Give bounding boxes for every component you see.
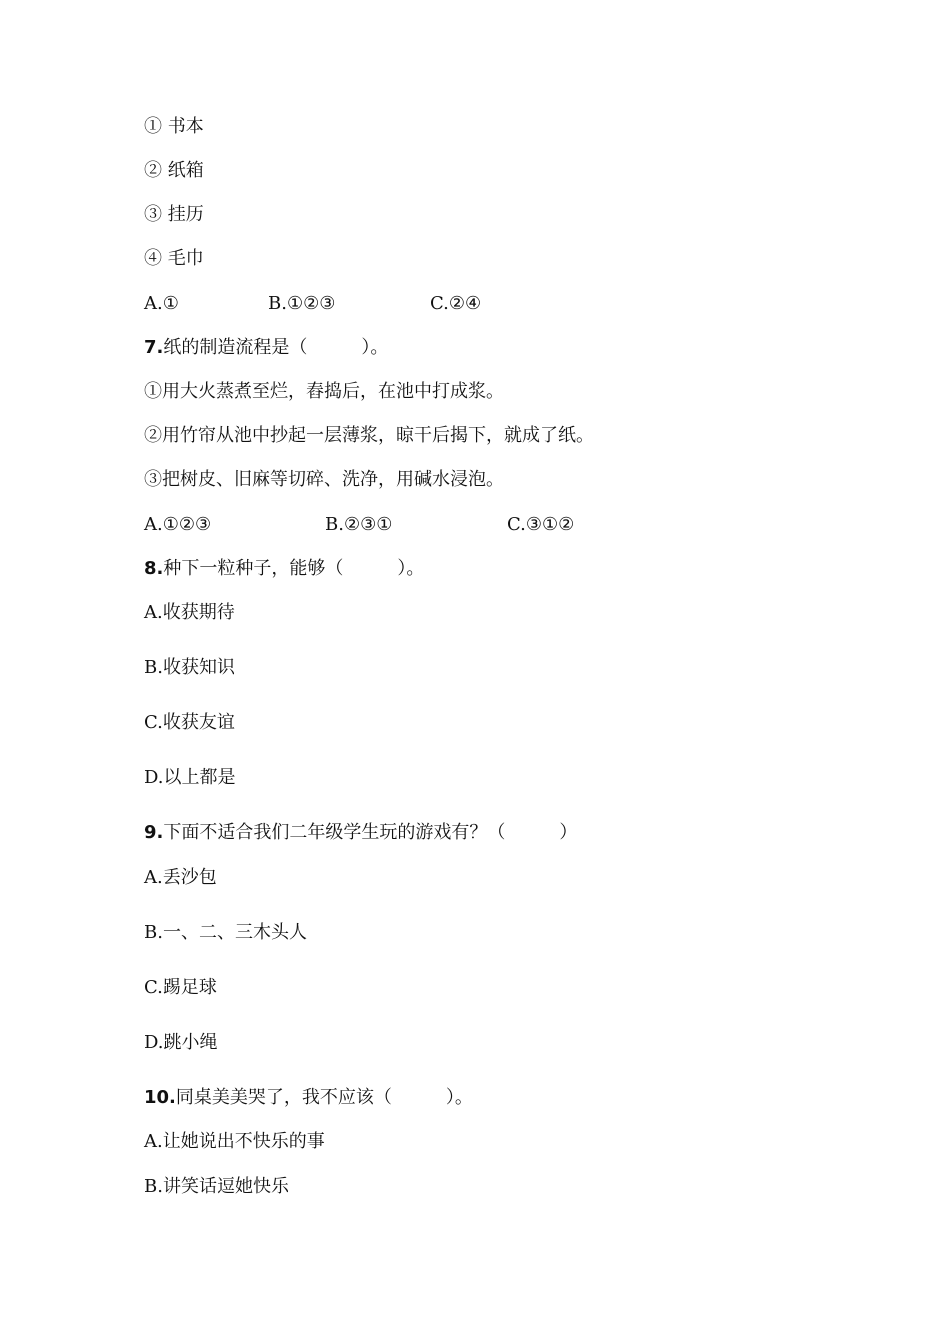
q6-item-1: ① 书本 — [144, 116, 204, 137]
q7-option-c: C.③①② — [507, 514, 575, 535]
q10-option-b: B.讲笑话逗她快乐 — [144, 1176, 289, 1197]
q9-option-d: D.跳小绳 — [144, 1032, 218, 1053]
q8-option-a: A.收获期待 — [144, 602, 235, 623]
q7-step-1: ①用大火蒸煮至烂，舂捣后，在池中打成浆。 — [144, 381, 504, 402]
q6-item-2: ② 纸箱 — [144, 160, 204, 181]
q9-text: 下面不适合我们二年级学生玩的游戏有？（ ） — [163, 822, 578, 843]
q8-number: 8. — [144, 558, 164, 579]
q10-text: 同桌美美哭了，我不应该（ ）。 — [175, 1087, 473, 1108]
q10-option-a: A.让她说出不快乐的事 — [144, 1131, 325, 1152]
q6-item-3: ③ 挂历 — [144, 204, 204, 225]
q9-option-c: C.踢足球 — [144, 977, 217, 998]
q7-stem — [144, 336, 388, 360]
q8-option-b: B.收获知识 — [144, 657, 235, 678]
q6-option-b: B.①②③ — [268, 293, 336, 314]
q9-option-b: B.一、二、三木头人 — [144, 922, 307, 943]
q9-option-a: A.丢沙包 — [144, 867, 217, 888]
q7-option-b: B.②③① — [325, 514, 393, 535]
q6-option-c: C.②④ — [430, 293, 482, 314]
q8-option-d: D.以上都是 — [144, 767, 236, 788]
q7-step-3: ③把树皮、旧麻等切碎、洗净，用碱水浸泡。 — [144, 469, 504, 490]
q8-text: 种下一粒种子，能够（ ）。 — [163, 558, 425, 579]
q9-stem — [144, 821, 577, 845]
q10-number: 10. — [144, 1087, 176, 1108]
q8-option-c: C.收获友谊 — [144, 712, 235, 733]
q7-number: 7. — [144, 337, 164, 358]
q10-stem — [144, 1086, 473, 1110]
q6-option-a: A.① — [144, 293, 179, 314]
q7-text: 纸的制造流程是（ ）。 — [163, 337, 389, 358]
q9-number: 9. — [144, 822, 164, 843]
q7-option-a: A.①②③ — [144, 514, 212, 535]
q7-step-2: ②用竹帘从池中抄起一层薄浆，晾干后揭下，就成了纸。 — [144, 425, 594, 446]
q8-stem — [144, 557, 424, 581]
q6-item-4: ④ 毛巾 — [144, 248, 204, 269]
